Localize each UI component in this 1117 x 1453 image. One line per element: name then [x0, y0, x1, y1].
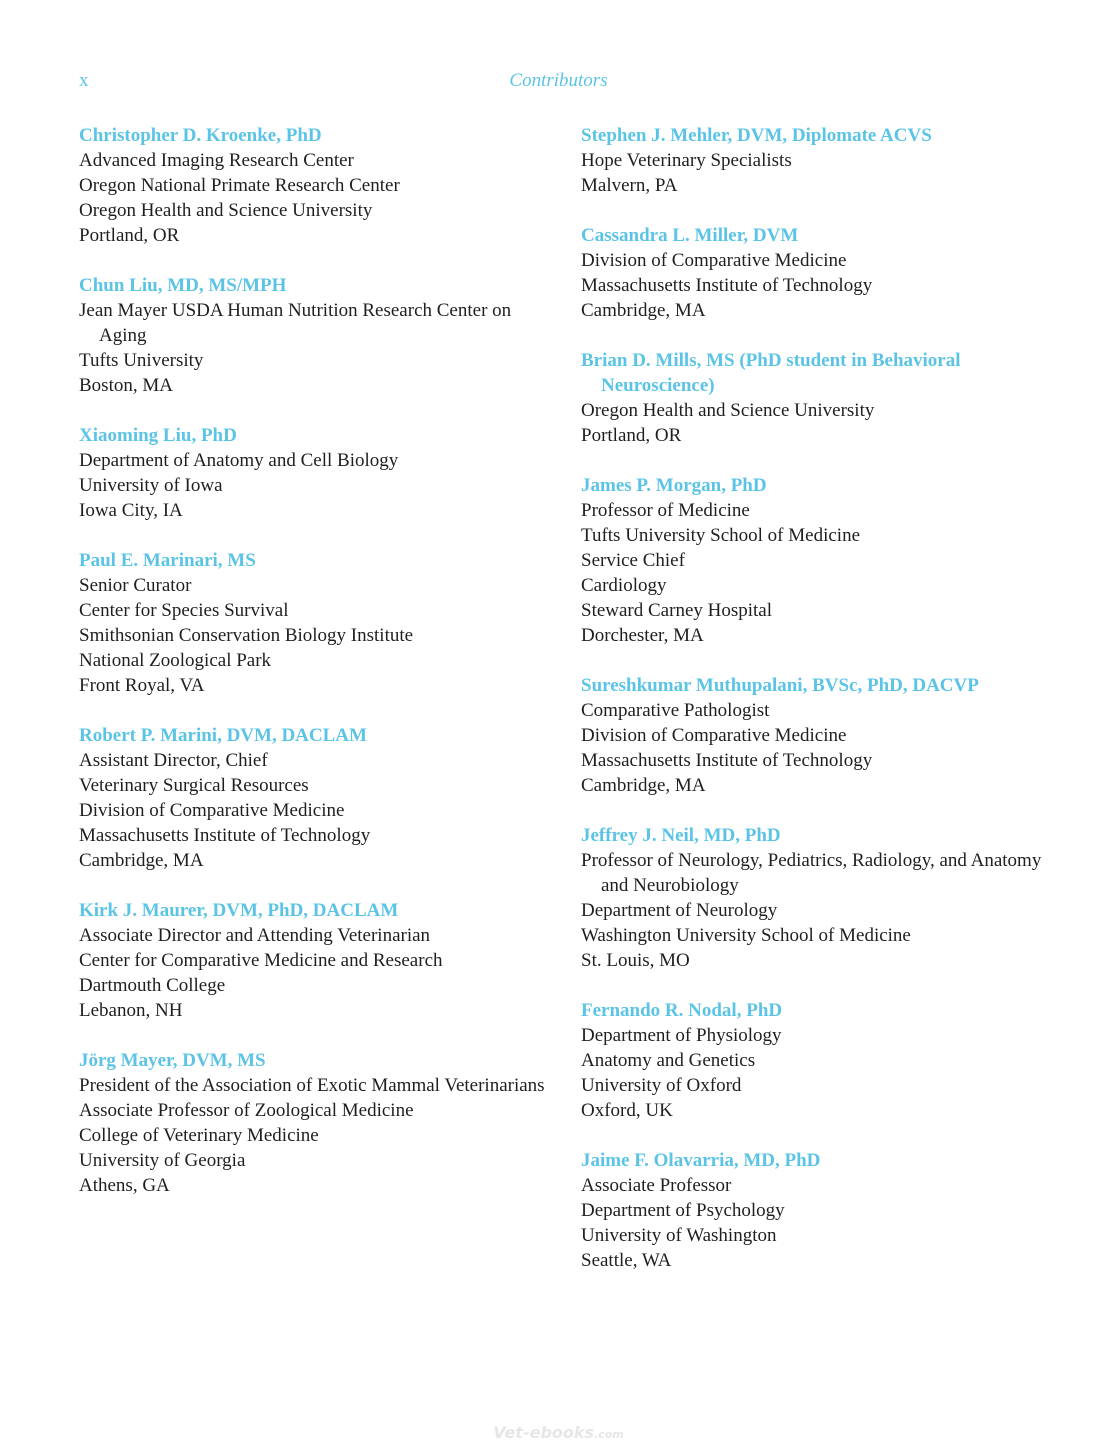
affiliation-line: Hope Veterinary Specialists: [581, 150, 792, 171]
contributor-name: Christopher D. Kroenke, PhD: [79, 125, 322, 146]
affiliation-line: Senior Curator: [79, 575, 192, 596]
affiliation-line: Comparative Pathologist: [581, 700, 770, 721]
affiliation-line: Oregon Health and Science University: [581, 400, 875, 421]
affiliation-line: Portland, OR: [581, 425, 682, 446]
running-head: Contributors: [509, 70, 608, 91]
affiliation-line: Steward Carney Hospital: [581, 600, 773, 621]
affiliation-line: Department of Psychology: [581, 1200, 785, 1221]
contributor-name: Chun Liu, MD, MS/MPH: [79, 275, 287, 296]
affiliation-line: Cardiology: [581, 575, 667, 596]
contributor-entry: [581, 348, 1051, 448]
affiliation-line: Portland, OR: [79, 225, 180, 246]
affiliation-line: President of the Association of Exotic Mammal Veterinarians: [79, 1075, 545, 1096]
affiliation-line: St. Louis, MO: [581, 950, 690, 971]
affiliation-line: Jean Mayer USDA Human Nutrition Research Center on Aging: [79, 300, 512, 346]
watermark-logo: [0, 1422, 1117, 1446]
affiliation-line: Professor of Medicine: [581, 500, 750, 521]
watermark-suffix: .com: [594, 1428, 624, 1441]
contributor-entry: [581, 223, 1051, 323]
contributor-name: Robert P. Marini, DVM, DACLAM: [79, 725, 367, 746]
affiliation-line: Tufts University School of Medicine: [581, 525, 861, 546]
contributor-name: James P. Morgan, PhD: [581, 475, 767, 496]
affiliation-line: Iowa City, IA: [79, 500, 183, 521]
affiliation-line: Massachusetts Institute of Technology: [79, 825, 371, 846]
affiliation-line: Front Royal, VA: [79, 675, 205, 696]
contributor-name: Brian D. Mills, MS (PhD student in Behavioral Neuroscience): [581, 350, 961, 396]
contributors-column-left: [79, 123, 549, 1223]
affiliation-line: Dartmouth College: [79, 975, 226, 996]
affiliation-line: University of Oxford: [581, 1075, 742, 1096]
contributor-entry: [581, 473, 1051, 648]
affiliation-line: Division of Comparative Medicine: [581, 725, 847, 746]
affiliation-line: Cambridge, MA: [581, 775, 706, 796]
affiliation-line: Massachusetts Institute of Technology: [581, 275, 873, 296]
contributor-name: Xiaoming Liu, PhD: [79, 425, 237, 446]
contributor-entry: [581, 673, 1051, 798]
affiliation-line: Seattle, WA: [581, 1250, 672, 1271]
affiliation-line: Oregon Health and Science University: [79, 200, 373, 221]
affiliation-line: Department of Anatomy and Cell Biology: [79, 450, 399, 471]
contributor-entry: [581, 823, 1051, 973]
affiliation-line: Division of Comparative Medicine: [581, 250, 847, 271]
affiliation-line: Department of Neurology: [581, 900, 778, 921]
affiliation-line: Advanced Imaging Research Center: [79, 150, 354, 171]
affiliation-line: Assistant Director, Chief: [79, 750, 268, 771]
contributor-entry: [79, 723, 549, 873]
affiliation-line: Cambridge, MA: [581, 300, 706, 321]
contributor-entry: [581, 998, 1051, 1123]
affiliation-line: Massachusetts Institute of Technology: [581, 750, 873, 771]
affiliation-line: Dorchester, MA: [581, 625, 704, 646]
contributor-name: Stephen J. Mehler, DVM, Diplomate ACVS: [581, 125, 932, 146]
affiliation-line: Associate Professor of Zoological Medicine: [79, 1100, 414, 1121]
contributor-entry: [79, 123, 549, 248]
contributor-entry: [79, 1048, 549, 1198]
contributor-entry: [79, 423, 549, 523]
affiliation-line: Division of Comparative Medicine: [79, 800, 345, 821]
contributor-entry: [581, 1148, 1051, 1273]
affiliation-line: Washington University School of Medicine: [581, 925, 911, 946]
contributor-name: Paul E. Marinari, MS: [79, 550, 256, 571]
affiliation-line: Associate Director and Attending Veterinarian: [79, 925, 431, 946]
affiliation-line: Department of Physiology: [581, 1025, 782, 1046]
contributor-name: Jaime F. Olavarria, MD, PhD: [581, 1150, 821, 1171]
contributor-name: Jörg Mayer, DVM, MS: [79, 1050, 266, 1071]
contributor-name: Kirk J. Maurer, DVM, PhD, DACLAM: [79, 900, 399, 921]
contributor-name: Cassandra L. Miller, DVM: [581, 225, 799, 246]
page-number: x: [79, 70, 89, 91]
affiliation-line: University of Georgia: [79, 1150, 246, 1171]
contributor-name: Jeffrey J. Neil, MD, PhD: [581, 825, 781, 846]
affiliation-line: University of Washington: [581, 1225, 777, 1246]
affiliation-line: Center for Comparative Medicine and Research: [79, 950, 443, 971]
affiliation-line: Oxford, UK: [581, 1100, 673, 1121]
affiliation-line: Service Chief: [581, 550, 685, 571]
contributor-name: Fernando R. Nodal, PhD: [581, 1000, 783, 1021]
affiliation-line: Cambridge, MA: [79, 850, 204, 871]
affiliation-line: Athens, GA: [79, 1175, 170, 1196]
contributor-entry: [79, 898, 549, 1023]
affiliation-line: Malvern, PA: [581, 175, 678, 196]
contributor-entry: [581, 123, 1051, 198]
affiliation-line: Tufts University: [79, 350, 204, 371]
contributor-entry: [79, 548, 549, 698]
affiliation-line: College of Veterinary Medicine: [79, 1125, 319, 1146]
affiliation-line: Center for Species Survival: [79, 600, 289, 621]
affiliation-line: Professor of Neurology, Pediatrics, Radiology, and Anatomy and Neurobiology: [581, 850, 1042, 896]
affiliation-line: Oregon National Primate Research Center: [79, 175, 400, 196]
affiliation-line: Smithsonian Conservation Biology Institute: [79, 625, 414, 646]
contributor-name: Sureshkumar Muthupalani, BVSc, PhD, DACVP: [581, 675, 979, 696]
contributor-entry: [79, 273, 549, 398]
affiliation-line: Associate Professor: [581, 1175, 732, 1196]
affiliation-line: University of Iowa: [79, 475, 223, 496]
watermark-main: Vet-ebooks: [493, 1423, 595, 1442]
affiliation-line: National Zoological Park: [79, 650, 272, 671]
affiliation-line: Lebanon, NH: [79, 1000, 183, 1021]
affiliation-line: Boston, MA: [79, 375, 173, 396]
affiliation-line: Anatomy and Genetics: [581, 1050, 756, 1071]
contributors-column-right: [581, 123, 1051, 1298]
affiliation-line: Veterinary Surgical Resources: [79, 775, 309, 796]
